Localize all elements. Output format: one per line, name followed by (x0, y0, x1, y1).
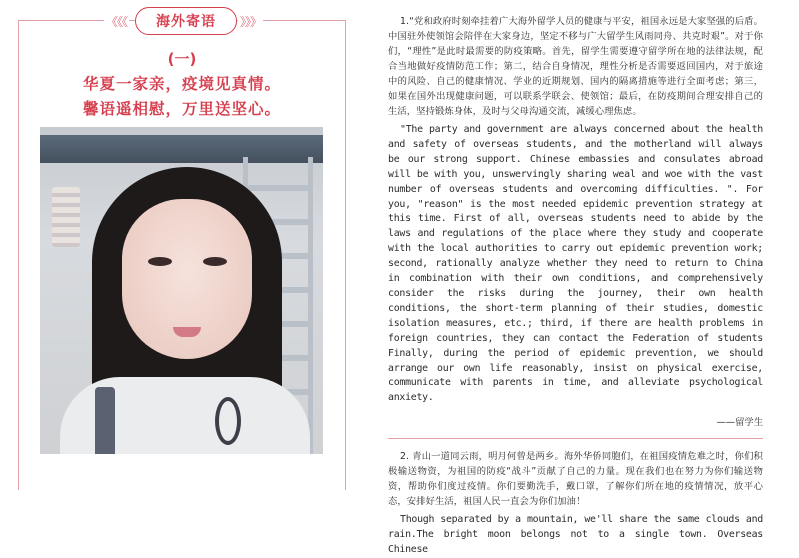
portrait-eye-right (203, 257, 227, 266)
message-1-signature: ——留学生 (716, 417, 763, 429)
header-decoration-left: 《《《 (106, 15, 128, 29)
message-1-chinese: 1.“党和政府时刻牵挂着广大海外留学人员的健康与平安，祖国永远是大家坚强的后盾。中国驻外使领馆会陪伴在大家身边，坚定不移与广大留学生风雨同舟、共克时艰”。对于你们，“理性”是此时最需要的防疫策略。首先，留学生需要遵守留学所在地的法律法规，配合当地做好疫情防范工作；第二，结合自身情况，理性分析是否需要返回国内，对于旅途中的风险、自己的健康情况、学业的近期规划、国内的隔离措施等进行全面考虑；第三，如果在国外出现健康问题，可以联系学联会、使领馆；最后，在防疫期间合理安排自己的生活，坚持锻炼身体，及时与父母沟通交流，减缓心理焦虑。 (388, 16, 763, 117)
portrait-eye-left (148, 257, 172, 266)
hanging-towel (52, 187, 80, 247)
message-2-english: Though separated by a mountain, we'll share the same clouds and rain.The bright moon belongs not to a single town. Overseas Chinese (388, 514, 763, 556)
message-text-column (388, 14, 763, 556)
message-1-english: "The party and government are always concerned about the health and safety of overseas students, and the motherland will always be our strong support. Chinese embassies and consulates abroad will be with you, unswervingly sharing weal and woe with the vast number of overseas students and overcoming difficulties. ". For you, "reason" is the most needed epidemic prevention strategy at this time. First of all, overseas students need to abide by the laws and regulations of the place where they study and cooperate with the local authorities to carry out epidemic prevention work; second, rationally analyze whether they need to return to China in combination with their own conditions, and comprehensively consider the risks during the journey, their own health conditions, the short-term planning of their studies, domestic isolation measures, etc.; third, if there are health problems in foreign countries, they can contact the Federation of students Finally, during the period of epidemic prevention, we should arrange our own life reasonably, insist on physical exercise, communicate with parents in time, and alleviate psychological anxiety. (388, 124, 763, 404)
section-divider (388, 438, 763, 439)
header-decoration-right: 》》》 (240, 15, 262, 29)
section-number: (一) (167, 50, 197, 68)
student-portrait-photo (40, 127, 323, 454)
headline-line-2: 馨语遥相慰，万里送坚心。 (82, 100, 281, 118)
headline-line-1: 华夏一家亲，疫境见真情。 (82, 75, 281, 93)
section-header-title: 海外寄语 (135, 7, 237, 35)
left-panel (0, 0, 372, 507)
shirt-graphic (215, 397, 241, 445)
message-2-chinese: 2. 青山一道同云雨，明月何曾是两乡。海外华侨同胞们，在祖国疫情危难之时，你们积极输送物资，为祖国的防疫“战斗”贡献了自己的力量。现在我们也在努力为你们输送物资，帮助你们度过疫情。你们要勤洗手，戴口罩，了解你们所在地的疫情情况，放平心态，安排好生活，祖国人民一直会为你们加油！ (388, 451, 763, 508)
shirt-print (95, 387, 115, 454)
